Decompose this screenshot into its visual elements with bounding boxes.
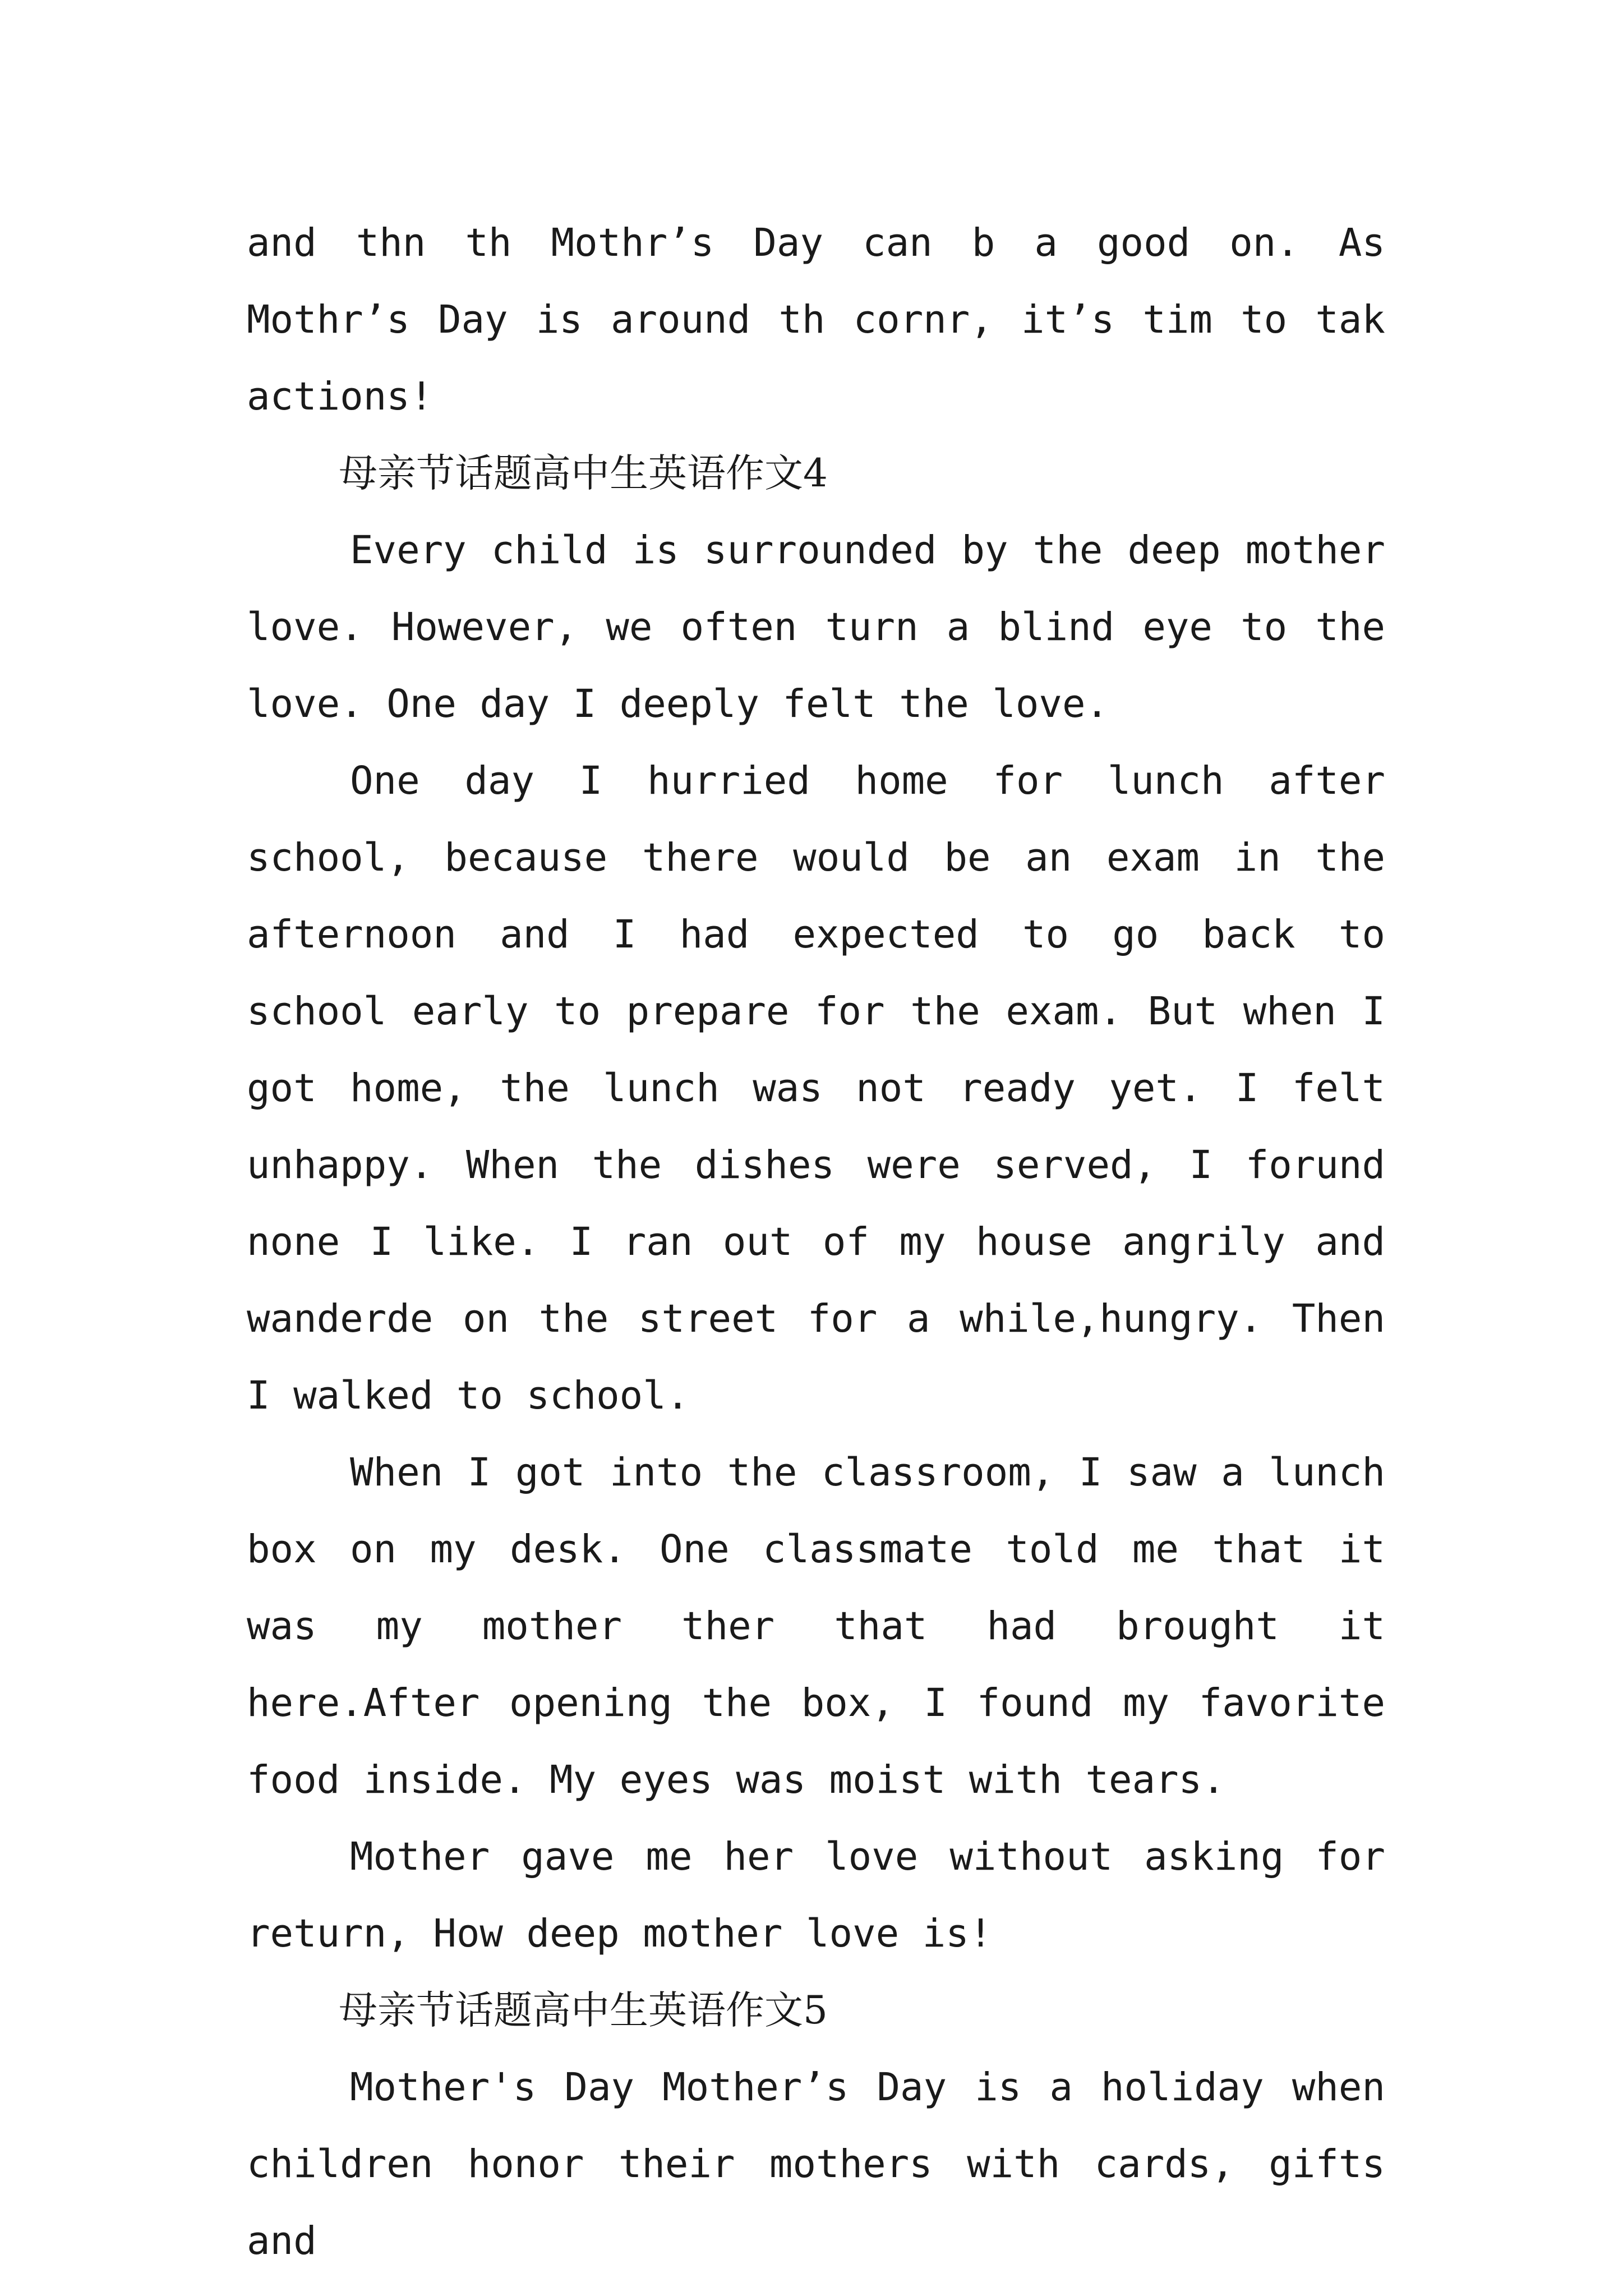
paragraph-mothers-day: Mother's Day Mother’s Day is a holiday when children honor their mothers with cards, gifts and — [247, 2065, 1385, 2263]
paragraph-continuation: and thn th Mothr’s Day can b a good on. As Mothr’s Day is around th cornr, it’s tim to tak actions! — [247, 220, 1385, 419]
section-heading-4: 母亲节话题高中生英语作文4 — [339, 451, 828, 496]
document-body — [247, 205, 1385, 2280]
section-heading-5: 母亲节话题高中生英语作文5 — [339, 1988, 828, 2033]
paragraph-lunch-story: One day I hurried home for lunch after school, because there would be an exam in the afternoon and I had expected to go back to school early to prepare for the exam. But when I got home, the lunch was not ready yet. I felt unhappy. When the dishes were served, I forund none I like. I ran out of my house angrily and wanderde on the street for a while,hungry. Then I walked to school. — [247, 758, 1385, 1418]
paragraph-lunch-box: When I got into the classroom, I saw a lunch box on my desk. One classmate told me that it was my mother ther that had brought it here.After opening the box, I found my favorite food inside. My eyes was moist with tears. — [247, 1450, 1385, 1802]
paragraph-conclusion: Mother gave me her love without asking for return, How deep mother love is! — [247, 1834, 1385, 1956]
paragraph-intro-love: Every child is surrounded by the deep mother love. However, we often turn a blind eye to the love. One day I deeply felt the love. — [247, 528, 1385, 726]
